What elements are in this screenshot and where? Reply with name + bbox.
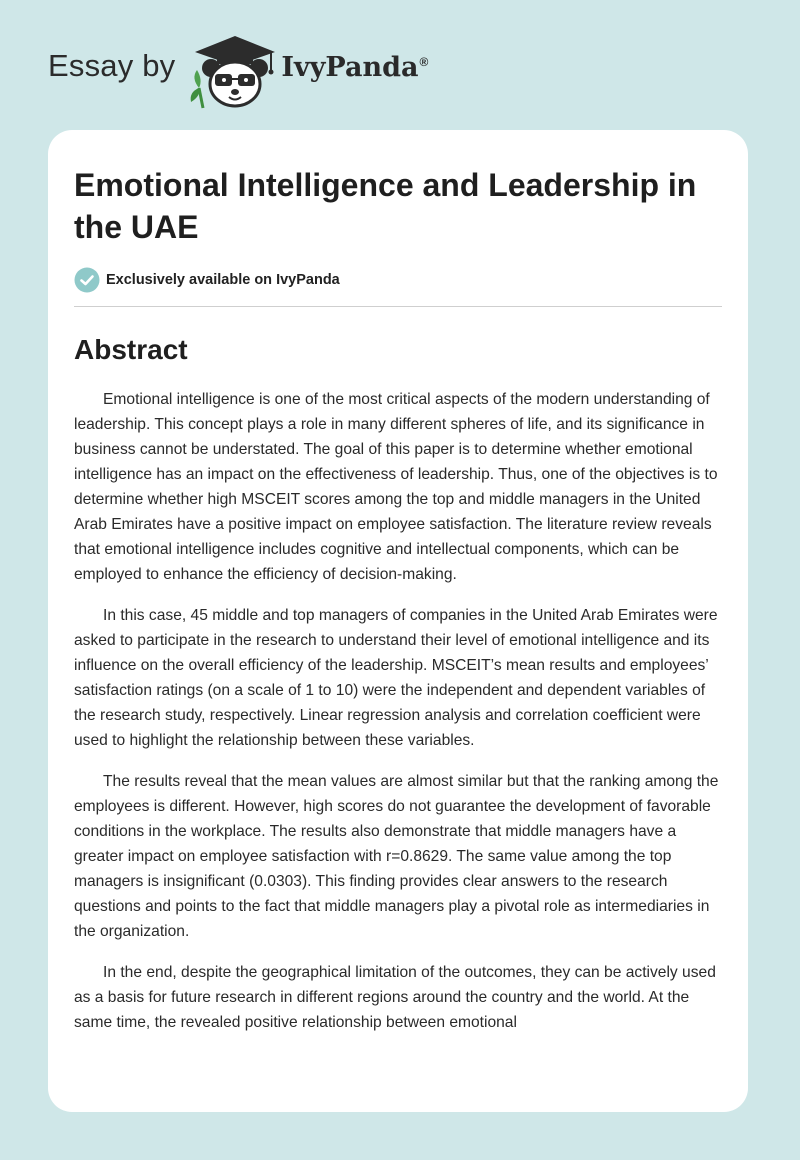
abstract-body (74, 387, 722, 1035)
essay-by-label: Essay by (48, 48, 176, 83)
site-header (48, 30, 428, 110)
section-heading-abstract: Abstract (74, 334, 188, 365)
article-card (48, 130, 748, 1112)
brand-name[interactable]: IvyPanda® (281, 51, 429, 83)
divider (74, 306, 722, 307)
paragraph: In the end, despite the geographical limitation of the outcomes, they can be actively used as a basis for future research in different regions around the country and the world. At the same time, the revealed positive relationship between emotional (74, 964, 716, 1031)
registered-mark: ® (419, 54, 429, 69)
paragraph: Emotional intelligence is one of the most critical aspects of the modern understanding of leadership. This concept plays a role in many different spheres of life, and its significance in business cannot be understated. The goal of this paper is to determine whether emotional intelligence has an impact on the effectiveness of leadership. Thus, one of the objectives is to determine whether high MSCEIT scores among the top and middle managers in the United Arab Emirates have a positive impact on employee satisfaction. The literature review reveals that emotional intelligence includes cognitive and intellectual components, which can be employed to enhance the efficiency of decision-making. (74, 391, 718, 583)
paragraph: The results reveal that the mean values are almost similar but that the ranking among the employees is different. However, high scores do not guarantee the development of favorable conditions in the workplace. The results also demonstrate that middle managers have a greater impact on employee satisfaction with r=0.8629. The same value among the top managers is insignificant (0.0303). This finding provides clear answers to the research questions and points to the fact that middle managers play a pivotal role as intermediaries in the organization. (74, 773, 719, 940)
exclusive-badge (74, 266, 722, 294)
page-title: Emotional Intelligence and Leadership in the UAE (74, 167, 697, 245)
panda-graduate-logo-icon[interactable] (187, 30, 283, 110)
exclusive-label: Exclusively available on IvyPanda (106, 272, 340, 288)
check-circle-icon (74, 267, 100, 293)
paragraph: In this case, 45 middle and top managers of companies in the United Arab Emirates were asked to participate in the research to understand their level of emotional intelligence and its influence on the overall efficiency of the leadership. MSCEIT’s mean results and employees’ satisfaction ratings (on a scale of 1 to 10) were the independent and dependent variables of the research study, respectively. Linear regression analysis and correlation coefficient were used to highlight the relationship between these variables. (74, 607, 718, 749)
